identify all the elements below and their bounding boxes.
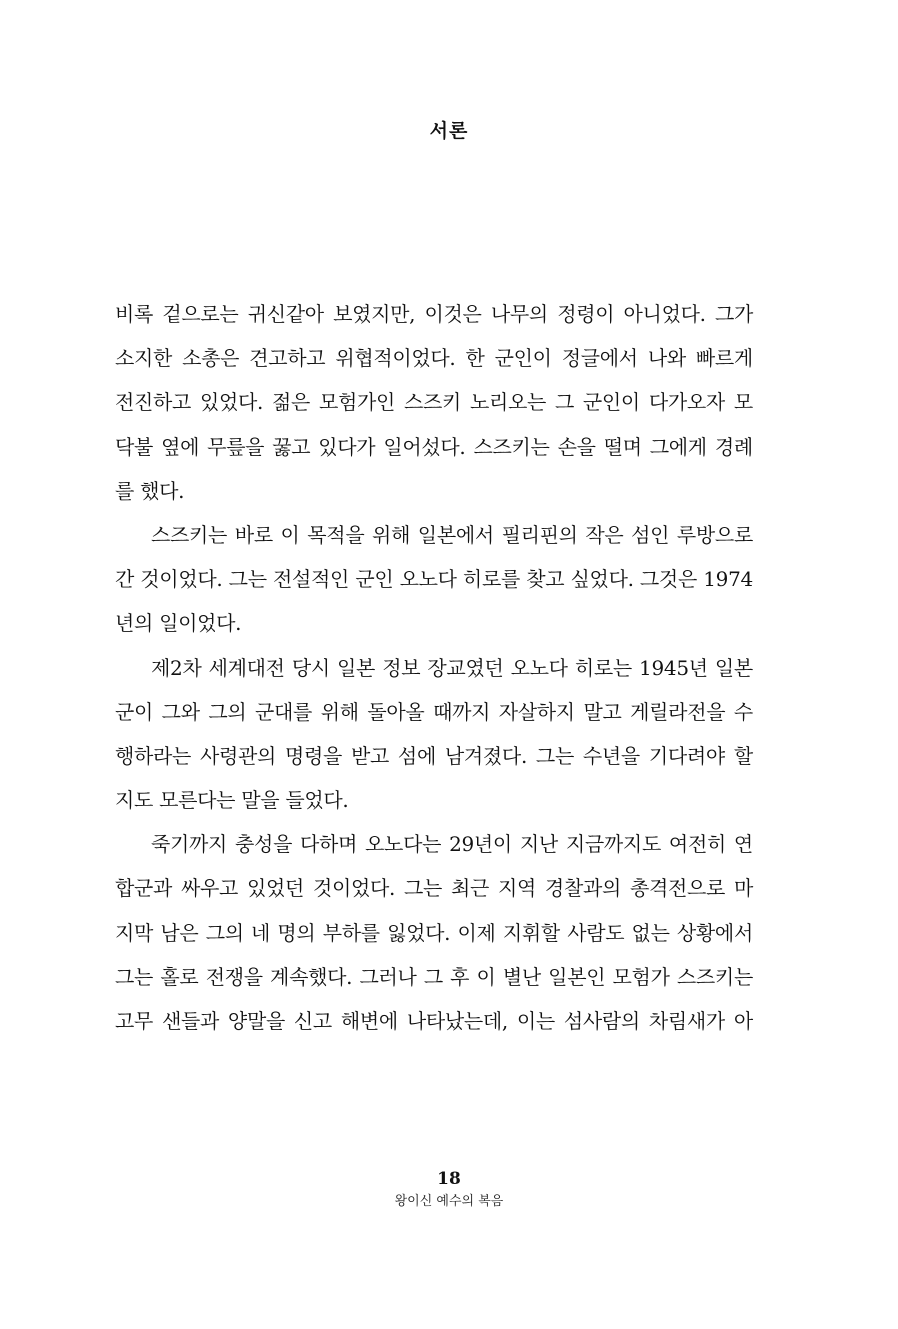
text-line: 합군과 싸우고 있었던 것이었다. 그는 최근 지역 경찰과의 총격전으로 마 <box>115 876 753 901</box>
text-line: 죽기까지 충성을 다하며 오노다는 29년이 지난 지금까지도 여전히 연 <box>151 832 753 857</box>
text-line: 지막 남은 그의 네 명의 부하를 잃었다. 이제 지휘할 사람도 없는 상황에서 <box>115 920 753 945</box>
text-line: 고무 샌들과 양말을 신고 해변에 나타났는데, 이는 섬사람의 차림새가 아 <box>115 1009 753 1033</box>
book-title: 왕이신 예수의 복음 <box>394 1194 504 1209</box>
text-line: 닥불 옆에 무릎을 꿇고 있다가 일어섰다. 스즈키는 손을 떨며 그에게 경례 <box>115 434 753 459</box>
text-line: 비록 겉으로는 귀신같아 보였지만, 이것은 나무의 정령이 아니었다. 그가 <box>115 302 753 326</box>
text-line: 소지한 소총은 견고하고 위협적이었다. 한 군인이 정글에서 나와 빠르게 <box>115 346 753 371</box>
body-text <box>115 294 753 1045</box>
text-line: 지도 모른다는 말을 들었다. <box>115 788 349 813</box>
text-line: 간 것이었다. 그는 전설적인 군인 오노다 히로를 찾고 싶었다. 그것은 1974 <box>115 567 753 592</box>
page-title: 서론 <box>429 120 469 142</box>
text-line: 스즈키는 바로 이 목적을 위해 일본에서 필리핀의 작은 섬인 루방으로 <box>151 522 753 547</box>
text-line: 제2차 세계대전 당시 일본 정보 장교였던 오노다 히로는 1945년 일본 <box>151 655 753 680</box>
text-line: 를 했다. <box>115 478 185 503</box>
text-line: 전진하고 있었다. 젊은 모험가인 스즈키 노리오는 그 군인이 다가오자 모 <box>115 390 753 415</box>
text-line: 행하라는 사령관의 명령을 받고 섬에 남겨졌다. 그는 수년을 기다려야 할 <box>115 743 753 768</box>
page-footer <box>0 1168 898 1214</box>
text-line: 그는 홀로 전쟁을 계속했다. 그러나 그 후 이 별난 일본인 모험가 스즈키는 <box>115 964 753 989</box>
page-number: 18 <box>437 1169 461 1189</box>
text-line: 군이 그와 그의 군대를 위해 돌아올 때까지 자살하지 말고 게릴라전을 수 <box>115 699 753 724</box>
text-line: 년의 일이었다. <box>115 611 242 636</box>
